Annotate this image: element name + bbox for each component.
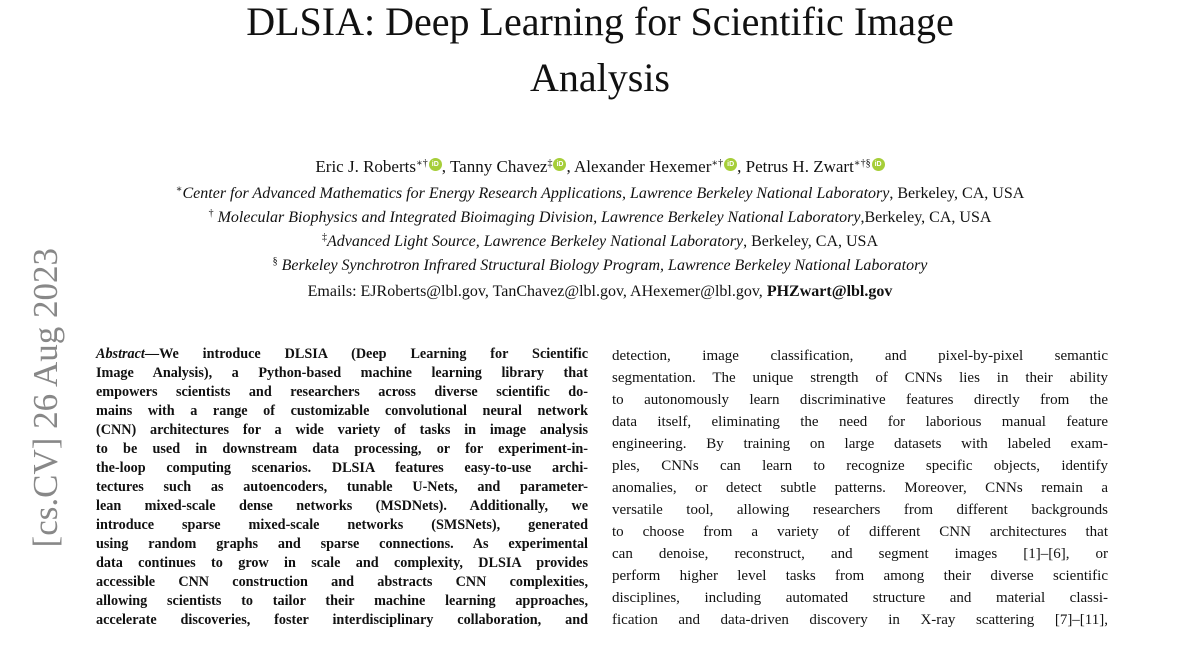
body-line: fication and data-driven discovery in X-ray scattering [7]–[11], <box>612 612 1108 628</box>
abstract-line: (CNN) architectures for a wide variety of tasks in image analysis <box>96 422 588 438</box>
abstract-line: lean mixed-scale dense networks (MSDNets). Additionally, we <box>96 498 588 514</box>
abstract-line: accessible CNN construction and abstracts CNN complexities, <box>96 574 588 590</box>
paper-title-line-1: DLSIA: Deep Learning for Scientific Image <box>246 0 954 44</box>
author-marks: ∗† <box>711 158 724 169</box>
affiliation-mark: ∗ <box>175 184 183 195</box>
affiliation-location: , Berkeley, CA, USA <box>889 185 1025 202</box>
email-link[interactable]: PHZwart@lbl.gov <box>766 283 893 300</box>
abstract-line: allowing scientists to tailor their machine learning approaches, <box>96 593 588 609</box>
author-name: Petrus H. Zwart <box>745 157 854 176</box>
body-line: to autonomously learn discriminative features directly from the <box>612 392 1108 408</box>
affiliation-2 <box>0 208 1200 228</box>
author-marks: ‡ <box>547 158 553 169</box>
abstract-line: tectures such as autoencoders, tunable U-Nets, and parameter- <box>96 479 588 495</box>
abstract-line: introduce sparse mixed-scale networks (SMSNets), generated <box>96 517 588 533</box>
affiliation-3 <box>0 232 1200 252</box>
paper-title-line-2: Analysis <box>530 55 670 100</box>
body-line: data itself, eliminating the need for laborious manual feature <box>612 414 1108 430</box>
body-line: to choose from a variety of different CNN architectures that <box>612 524 1108 540</box>
orcid-icon[interactable]: iD <box>724 158 737 171</box>
author-emails <box>0 282 1200 302</box>
affiliation-institution: Center for Advanced Mathematics for Energy Research Applications, Lawrence Berkeley National Laboratory <box>182 185 890 202</box>
emails-text: Emails: EJRoberts@lbl.gov, TanChavez@lbl.gov, AHexemer@lbl.gov, <box>307 283 767 300</box>
abstract-line: mains with a range of customizable convolutional neural network <box>96 403 588 419</box>
body-line: segmentation. The unique strength of CNNs lies in their ability <box>612 370 1108 386</box>
affiliation-institution: Advanced Light Source, Lawrence Berkeley National Laboratory <box>326 233 744 250</box>
author-marks: ∗†§ <box>853 158 871 169</box>
affiliation-location: , Berkeley, CA, USA <box>743 233 879 250</box>
abstract-line: empowers scientists and researchers across diverse scientific do- <box>96 384 588 400</box>
abstract-label: Abstract <box>96 346 145 362</box>
abstract-line: accelerate discoveries, foster interdisciplinary collaboration, and <box>96 612 588 628</box>
body-text-right-column <box>612 345 1108 631</box>
body-line: versatile tool, allowing researchers from different backgrounds <box>612 502 1108 518</box>
orcid-icon[interactable]: iD <box>872 158 885 171</box>
abstract <box>96 345 588 630</box>
body-line: perform higher level tasks from among their diverse scientific <box>612 568 1108 584</box>
affiliation-institution: Molecular Biophysics and Integrated Bioimaging Division, Lawrence Berkeley National Laboratory <box>213 209 861 226</box>
abstract-line: data continues to grow in scale and complexity, DLSIA provides <box>96 555 588 571</box>
arxiv-stamp: [cs.CV] 26 Aug 2023 <box>26 248 65 548</box>
affiliation-1 <box>0 184 1200 204</box>
body-line: anomalies, or detect subtle patterns. Moreover, CNNs remain a <box>612 480 1108 496</box>
abstract-line: using random graphs and sparse connections. As experimental <box>96 536 588 552</box>
author-list: Eric J. Roberts∗† iD , Tanny Chavez‡ iD , Alexander Hexemer∗† iD , Petrus H. Zwart∗†§ iD <box>0 156 1200 178</box>
body-line: ples, CNNs can learn to recognize specific objects, identify <box>612 458 1108 474</box>
author-name: Alexander Hexemer <box>574 157 712 176</box>
body-line: can denoise, reconstruct, and segment images [1]–[6], or <box>612 546 1108 562</box>
affiliation-4 <box>0 256 1200 276</box>
author-name: Eric J. Roberts <box>315 157 416 176</box>
body-line: engineering. By training on large datasets with labeled exam- <box>612 436 1108 452</box>
orcid-icon[interactable]: iD <box>553 158 566 171</box>
orcid-icon[interactable]: iD <box>429 158 442 171</box>
author-marks: ∗† <box>415 158 428 169</box>
abstract-line: to be used in downstream data processing, or for experiment-in- <box>96 441 588 457</box>
affiliation-mark: § <box>272 256 278 267</box>
abstract-line: Abstract—We introduce DLSIA (Deep Learning for Scientific <box>96 346 588 362</box>
body-line: disciplines, including automated structure and material classi- <box>612 590 1108 606</box>
affiliation-mark: ‡ <box>321 232 327 243</box>
abstract-line: Image Analysis), a Python-based machine learning library that <box>96 365 588 381</box>
affiliation-location: ,Berkeley, CA, USA <box>860 209 992 226</box>
author-name: Tanny Chavez <box>449 157 548 176</box>
body-line: detection, image classification, and pixel-by-pixel semantic <box>612 348 1108 364</box>
affiliation-mark: † <box>208 208 214 219</box>
abstract-line: the-loop computing scenarios. DLSIA features easy-to-use archi- <box>96 460 588 476</box>
affiliation-institution: Berkeley Synchrotron Infrared Structural Biology Program, Lawrence Berkeley National Laboratory <box>277 257 928 274</box>
